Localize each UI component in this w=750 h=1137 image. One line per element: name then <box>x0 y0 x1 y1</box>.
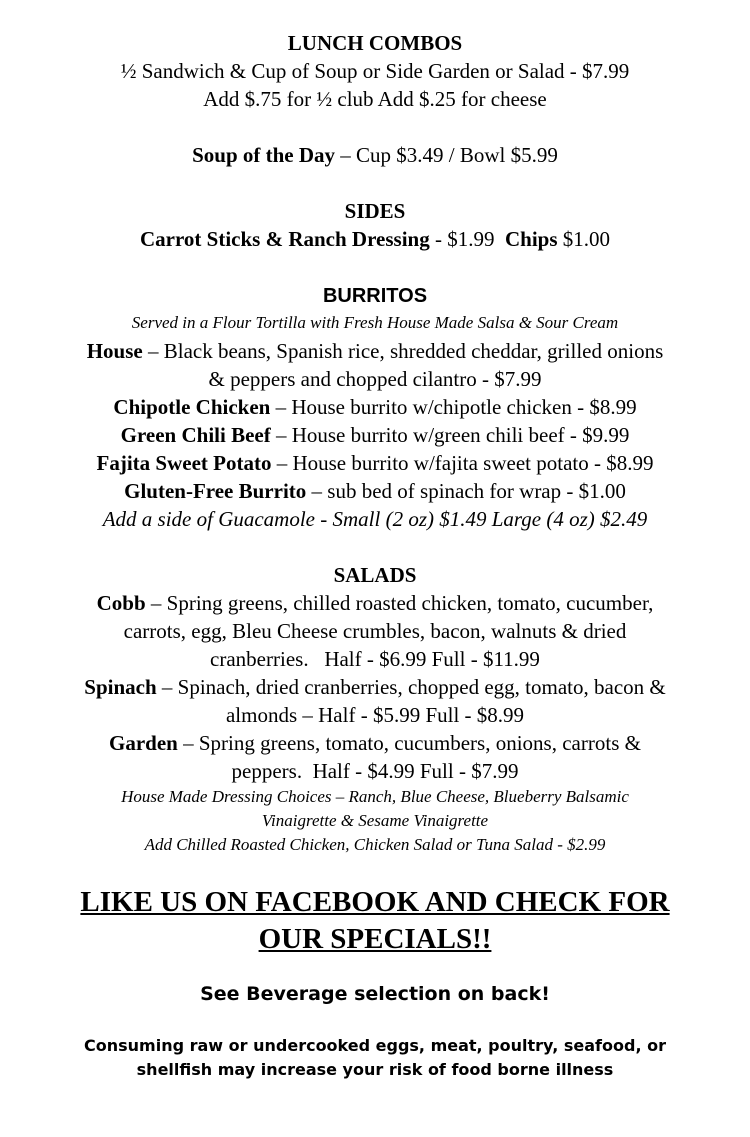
lunch-combos-heading: LUNCH COMBOS <box>287 31 463 55</box>
burrito-green-chili-name: Green Chili Beef <box>120 423 271 447</box>
burrito-fajita-name: Fajita Sweet Potato <box>96 451 272 475</box>
facebook-line-1: LIKE US ON FACEBOOK AND CHECK FOR <box>80 886 670 918</box>
food-warning-line-2: shellfish may increase your risk of food borne illness <box>136 1060 614 1079</box>
salad-cobb-desc: – Spring greens, chilled roasted chicken, tomato, cucumber, <box>145 591 654 615</box>
salad-cobb-line-1 <box>0 589 750 617</box>
burrito-gluten-free-name: Gluten-Free Burrito <box>124 479 307 503</box>
soup-of-the-day <box>0 141 750 169</box>
salad-cobb-line-2: carrots, egg, Bleu Cheese crumbles, bacon, walnuts & dried <box>123 619 627 643</box>
salad-garden-line-1 <box>0 729 750 757</box>
side-carrot-name: Carrot Sticks & Ranch Dressing <box>139 227 430 251</box>
salad-spinach-name: Spinach <box>84 675 157 699</box>
burrito-house-line-1 <box>0 337 750 365</box>
lunch-combos-line-1: ½ Sandwich & Cup of Soup or Side Garden or Salad - $7.99 <box>120 59 630 83</box>
sides-items <box>0 225 750 253</box>
burrito-house-line-2: & peppers and chopped cilantro - $7.99 <box>208 367 542 391</box>
dressing-choices-line-2: Vinaigrette & Sesame Vinaigrette <box>261 811 489 830</box>
sides-heading: SIDES <box>344 199 406 223</box>
salad-spinach-line-1 <box>0 673 750 701</box>
burrito-green-chili-desc: – House burrito w/green chili beef - $9.99 <box>270 423 630 447</box>
food-warning-line-1: Consuming raw or undercooked eggs, meat, poultry, seafood, or <box>84 1036 666 1055</box>
salad-garden-line-2: peppers. Half - $4.99 Full - $7.99 <box>231 759 519 783</box>
side-chips-price: $1.00 <box>557 227 610 251</box>
soup-desc: – Cup $3.49 / Bowl $5.99 <box>335 143 558 167</box>
salad-cobb-line-3: cranberries. Half - $6.99 Full - $11.99 <box>210 647 540 671</box>
burrito-chipotle <box>0 393 750 421</box>
salad-garden-desc: – Spring greens, tomato, cucumbers, onions, carrots & <box>177 731 641 755</box>
burrito-house-name: House <box>86 339 143 363</box>
salad-garden-name: Garden <box>109 731 178 755</box>
side-carrot-price: - $1.99 <box>429 227 505 251</box>
add-protein-note: Add Chilled Roasted Chicken, Chicken Salad or Tuna Salad - $2.99 <box>144 835 606 854</box>
guacamole-note: Add a side of Guacamole - Small (2 oz) $1.49 Large (4 oz) $2.49 <box>102 507 648 531</box>
salad-spinach-desc: – Spinach, dried cranberries, chopped egg, tomato, bacon & <box>156 675 666 699</box>
burrito-gluten-free <box>0 477 750 505</box>
burrito-fajita-desc: – House burrito w/fajita sweet potato - $8.99 <box>271 451 654 475</box>
burrito-gluten-free-desc: – sub bed of spinach for wrap - $1.00 <box>306 479 626 503</box>
side-chips-name: Chips <box>504 227 558 251</box>
burritos-subtitle: Served in a Flour Tortilla with Fresh House Made Salsa & Sour Cream <box>131 313 619 332</box>
burrito-house-desc: – Black beans, Spanish rice, shredded cheddar, grilled onions <box>142 339 664 363</box>
soup-name: Soup of the Day <box>192 143 336 167</box>
burrito-green-chili <box>0 421 750 449</box>
burrito-chipotle-desc: – House burrito w/chipotle chicken - $8.99 <box>270 395 637 419</box>
burritos-heading: BURRITOS <box>322 285 428 307</box>
lunch-combos-line-2: Add $.75 for ½ club Add $.25 for cheese <box>203 87 547 111</box>
salad-cobb-name: Cobb <box>96 591 146 615</box>
burrito-fajita <box>0 449 750 477</box>
facebook-line-2: OUR SPECIALS!! <box>258 923 492 955</box>
salad-spinach-line-2: almonds – Half - $5.99 Full - $8.99 <box>225 703 525 727</box>
salads-heading: SALADS <box>333 563 417 587</box>
burrito-chipotle-name: Chipotle Chicken <box>113 395 271 419</box>
dressing-choices-line-1: House Made Dressing Choices – Ranch, Blue Cheese, Blueberry Balsamic <box>121 787 629 806</box>
beverage-note: See Beverage selection on back! <box>200 983 550 1005</box>
